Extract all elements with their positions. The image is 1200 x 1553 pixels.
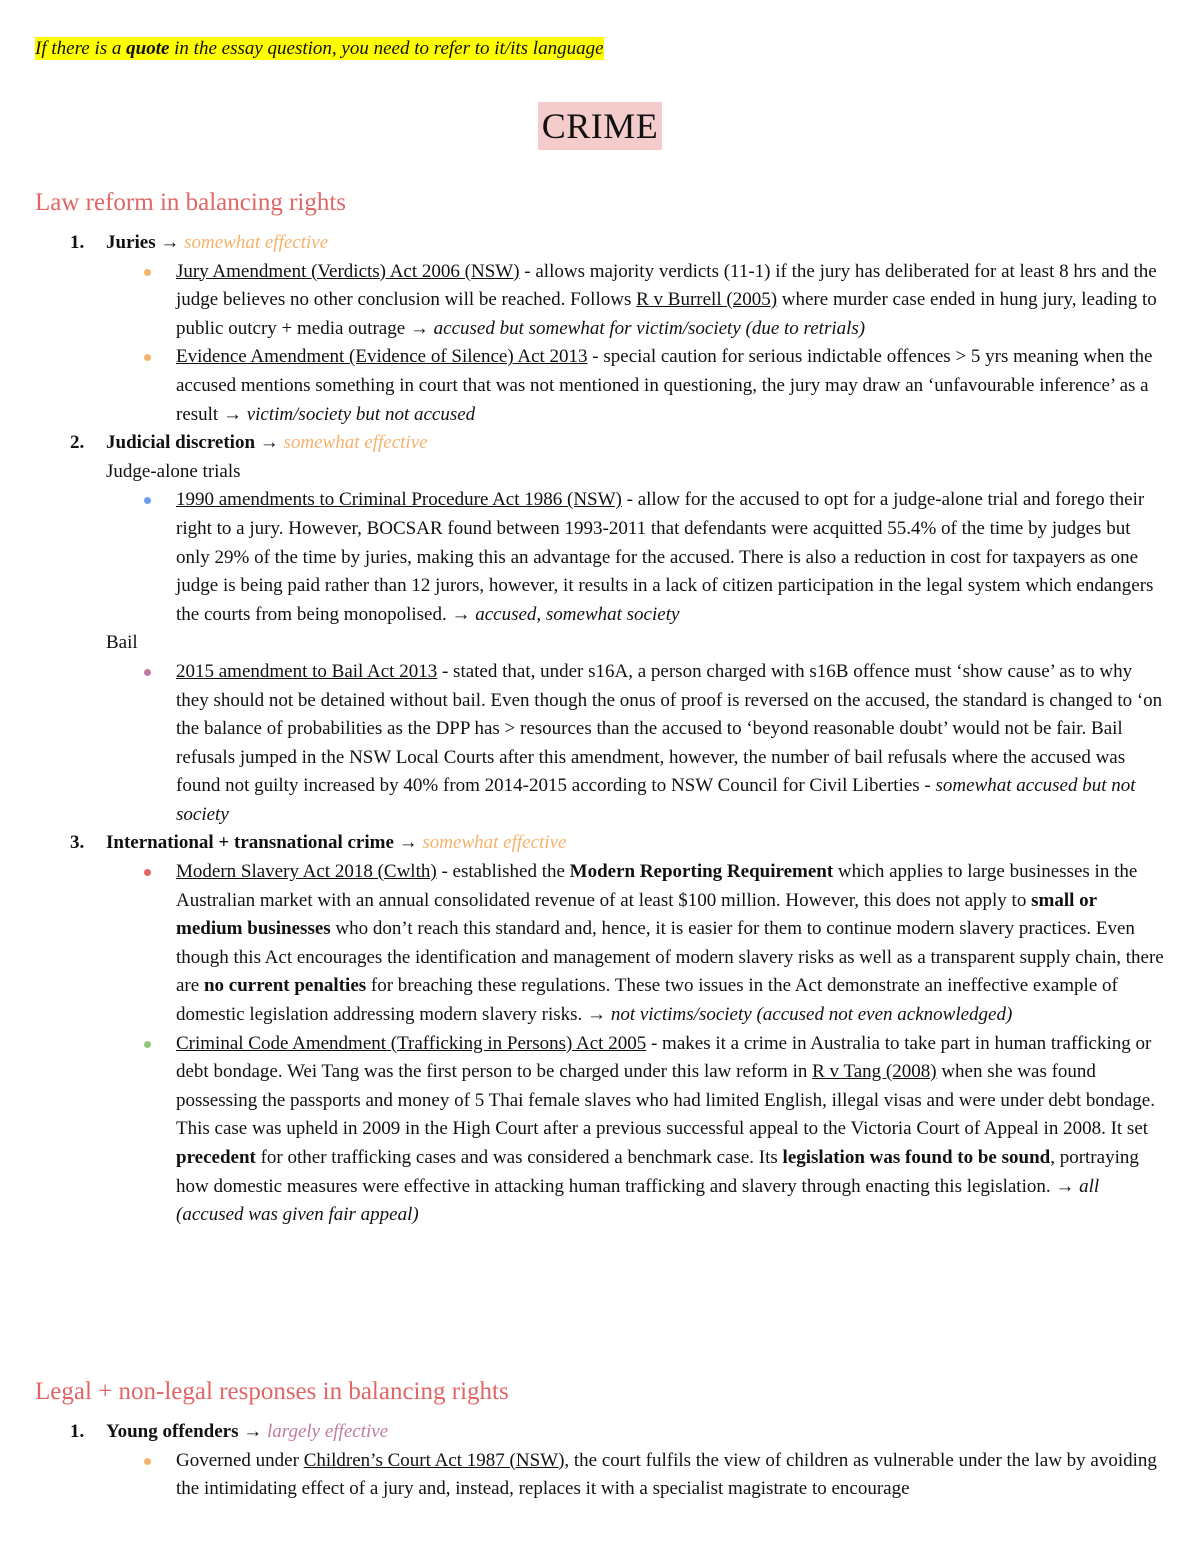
- bullet-item: [0, 343, 1200, 429]
- law-reform-list: [0, 229, 1200, 1230]
- body-text: - special caution for serious indictable offences > 5 yrs meaning when the accused mentions something in court that was not mentioned in questioning, the jury may draw an ‘unfavourable inference’ as a result →: [176, 346, 1153, 425]
- bullet-text: [176, 486, 1164, 629]
- rating-label: somewhat effective: [184, 232, 329, 253]
- bullet-item: [0, 486, 1200, 629]
- body-text: - allow for the accused to opt for a judge-alone trial and forego their right to a jury. However, BOCSAR found between 1993-2011 that defendants were acquitted 55.4% of the time by judges but only 29% of the time by juries, making this an advantage for the accused. There is also a reduction in cost for taxpayers as one judge is being paid rather than 12 jurors, however, it results in a lack of citizen participation in the legal system which endangers the courts from being monopolised. →: [176, 489, 1154, 625]
- list-item-international-crime: 3. International + transnational crime → somewhat effective: [70, 832, 567, 854]
- key-term: no current penalties: [203, 975, 367, 997]
- evaluation-note: all (accused was given fair appeal): [176, 1175, 1100, 1226]
- key-term: Modern Reporting Requirement: [569, 861, 834, 883]
- body-text: - allows majority verdicts (11-1) if the jury has deliberated for at least 8 hrs and the judge believes no other conclusion will be reached. Follows: [176, 260, 1157, 311]
- list-item-juries: 1. Juries → somewhat effective: [70, 232, 329, 253]
- bullet-dot-icon: [144, 269, 151, 276]
- bullet-dot-icon: [144, 354, 151, 361]
- section-heading-law-reform: Law reform in balancing rights: [35, 189, 347, 216]
- key-term: precedent: [176, 1147, 256, 1168]
- bullet-dot-icon: [144, 669, 151, 676]
- body-text: who don’t reach this standard and, hence, it is easier for them to continue modern slavery practices. Even though this Act encourages the identification and management of modern slavery risks as well as a transparent supply chain, there are: [176, 918, 1164, 997]
- bullet-item: [0, 858, 1200, 1030]
- list-item-young-offenders: 1. Young offenders → largely effective: [70, 1421, 389, 1442]
- bullet-dot-icon: [144, 1458, 151, 1465]
- bullet-text: [176, 258, 1164, 344]
- key-term: small or medium businesses: [176, 889, 1097, 940]
- bullet-text: [176, 1030, 1164, 1230]
- section-heading-legal-responses: Legal + non-legal responses in balancing rights: [35, 1378, 509, 1405]
- legislation-reference: Evidence Amendment (Evidence of Silence) Act 2013: [176, 346, 588, 368]
- bullet-text: [176, 658, 1164, 830]
- bullet-item: [0, 258, 1200, 344]
- rating-label: largely effective: [266, 1421, 389, 1442]
- bullet-dot-icon: [144, 869, 151, 876]
- rating-label: somewhat effective: [422, 832, 567, 854]
- evaluation-note: somewhat accused but not society: [176, 775, 1136, 825]
- essay-tip-note: [35, 36, 604, 61]
- body-text: when she was found possessing the passports and money of 5 Thai female slaves who had limited English, illegal visas and were under debt bondage. This case was upheld in 2009 in the High Court after a previous successful appeal to the Victoria Court of Appeal in 2008. It set: [176, 1061, 1155, 1140]
- legislation-reference: R v Burrell (2005): [636, 289, 778, 311]
- evaluation-note: not victims/society (accused not even acknowledged): [610, 1004, 1013, 1026]
- body-text: - makes it a crime in Australia to take part in human trafficking or debt bondage. Wei Tang was the first person to be charged under this law reform in: [176, 1032, 1152, 1083]
- list-item-judicial-discretion: 2. Judicial discretion → somewhat effective: [70, 432, 428, 454]
- body-text: , the court fulfils the view of children as vulnerable under the law by avoiding the intimidating effect of a jury and, instead, replaces it with a specialist magistrate to encourage: [176, 1449, 1157, 1500]
- body-text: - established the: [436, 861, 570, 883]
- evaluation-note: accused, somewhat society: [475, 603, 680, 625]
- evaluation-note: victim/society but not accused: [246, 403, 476, 425]
- legislation-reference: Criminal Code Amendment (Trafficking in Persons) Act 2005: [176, 1032, 647, 1054]
- legislation-reference: Children’s Court Act 1987 (NSW): [303, 1449, 565, 1471]
- legislation-reference: R v Tang (2008): [812, 1061, 937, 1083]
- legal-responses-list: [0, 1418, 1200, 1504]
- bullet-text: [176, 343, 1164, 429]
- key-term: legislation was found to be sound: [782, 1147, 1051, 1168]
- rating-label: somewhat effective: [283, 432, 428, 454]
- body-text: Governed under: [176, 1449, 304, 1471]
- body-text: for other trafficking cases and was considered a benchmark case. Its: [255, 1147, 783, 1168]
- legislation-reference: Modern Slavery Act 2018 (Cwlth): [176, 861, 437, 883]
- bullet-item: [0, 1447, 1200, 1504]
- body-text: where murder case ended in hung jury, leading to public outcry + media outrage →: [176, 289, 1157, 339]
- bullet-item: [0, 1030, 1200, 1230]
- legislation-reference: Jury Amendment (Verdicts) Act 2006 (NSW): [176, 260, 520, 282]
- sub-label-judge-alone: Judge-alone trials: [106, 460, 241, 482]
- page-title: CRIME: [538, 102, 663, 150]
- bullet-dot-icon: [144, 497, 151, 504]
- bullet-item: [0, 658, 1200, 830]
- legislation-reference: 1990 amendments to Criminal Procedure Act 1986 (NSW): [176, 489, 622, 511]
- body-text: which applies to large businesses in the Australian market with an annual consolidated revenue of at least $100 million. However, this does not apply to: [176, 861, 1138, 911]
- evaluation-note: accused but somewhat for victim/society (due to retrials): [433, 317, 866, 339]
- highlighted-note: If there is a quote in the essay question, you need to refer to it/its language: [35, 38, 604, 59]
- bullet-text: [176, 1447, 1164, 1504]
- sub-label-bail: Bail: [106, 632, 138, 654]
- body-text: , portraying how domestic measures were effective in attacking human trafficking and slavery through enacting this legislation. →: [176, 1147, 1139, 1197]
- bullet-dot-icon: [144, 1041, 151, 1048]
- bullet-text: [176, 858, 1164, 1030]
- body-text: for breaching these regulations. These two issues in the Act demonstrate an ineffective example of domestic legislation addressing modern slavery risks. →: [176, 975, 1118, 1026]
- legislation-reference: 2015 amendment to Bail Act 2013: [176, 660, 438, 682]
- body-text: - stated that, under s16A, a person charged with s16B offence must ‘show cause’ as to why they should not be detained without bail. Even though the onus of proof is reversed on the accused, the standard is changed to ‘on the balance of probabilities as the DPP has > resources than the accused to ‘beyond reasonable doubt’ would not be fair. Bail refusals jumped in the NSW Local Courts after this amendment, however, the number of bail refusals where the accused was found not guilty increased by 40% from 2014-2015 according to NSW Council for Civil Liberties -: [176, 660, 1163, 797]
